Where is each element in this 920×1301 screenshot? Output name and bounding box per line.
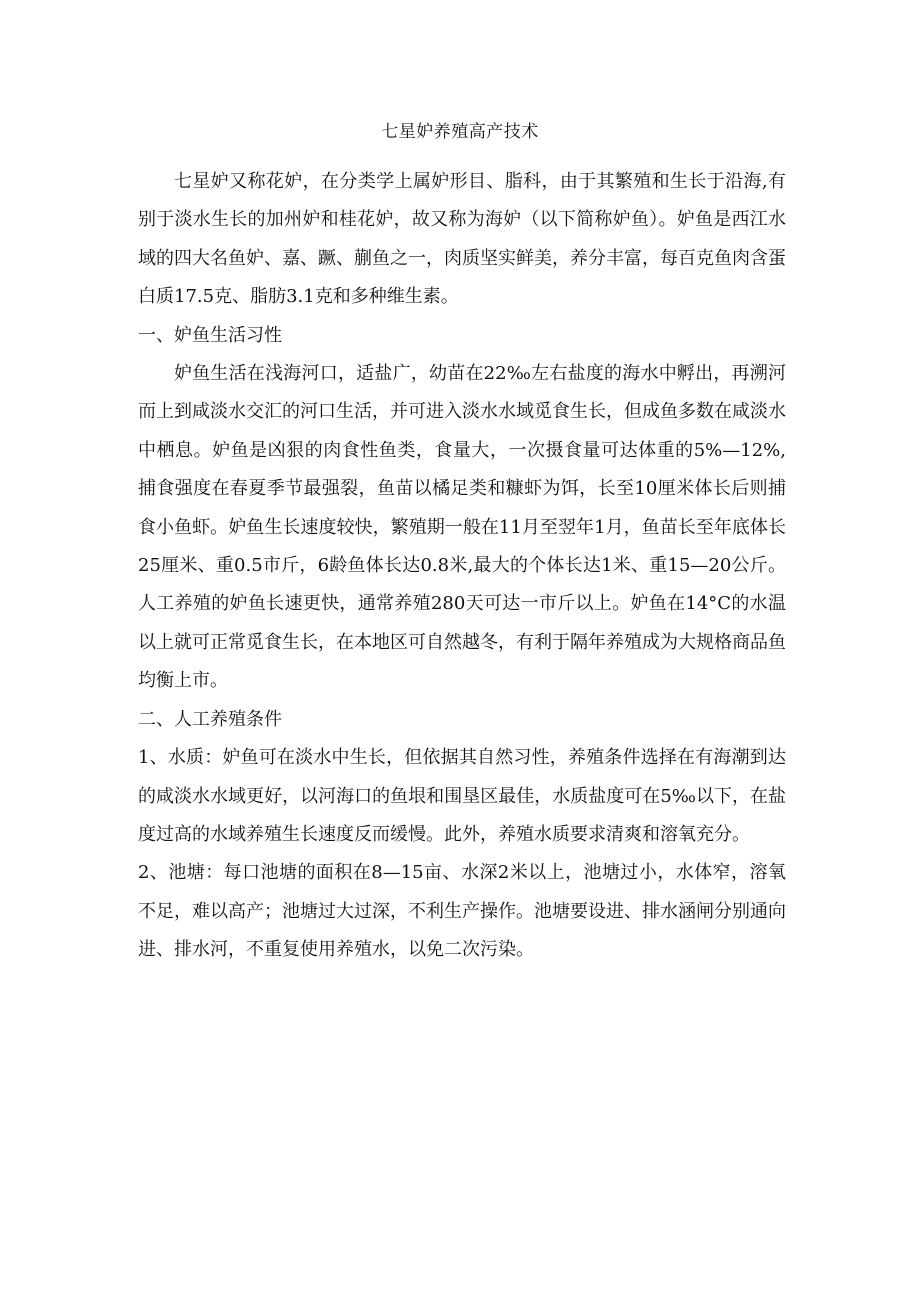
- paragraph-habits: 妒鱼生活在浅海河口，适盐广，幼苗在22‰左右盐度的海水中孵出，再溯河而上到咸淡水交汇的河口生活，并可进入淡水水域觅食生长，但成鱼多数在咸淡水中栖息。妒鱼是凶狠的肉食性鱼类，食量大，一次摄食量可达体重的5%—12%,捕食强度在春夏季节最强裂，鱼苗以橘足类和糠虾为饵，长至10厘米体长后则捕食小鱼虾。妒鱼生长速度较快，繁殖期一般在11月至翌年1月，鱼苗长至年底体长25厘米、重0.5市斤，6龄鱼体长达0.8米,最大的个体长达1米、重15—20公斤。人工养殖的妒鱼长速更快，通常养殖280天可达一市斤以上。妒鱼在14°C的水温以上就可正常觅食生长，在本地区可自然越冬，有利于隔年养殖成为大规格商品鱼均衡上市。: [138, 363, 786, 692]
- paragraph-water-quality: 1、水质：妒鱼可在淡水中生长，但依据其自然习性，养殖条件选择在有海潮到达的咸淡水水域更好，以河海口的鱼垠和围垦区最佳，水质盐度可在5‰以下，在盐度过高的水域养殖生长速度反而缓慢。此外，养殖水质要求清爽和溶氧充分。: [138, 747, 786, 845]
- section-heading-conditions: 二、人工养殖条件: [138, 708, 282, 730]
- paragraph-pond: 2、池塘：每口池塘的面积在8—15亩、水深2米以上，池塘过小，水体窄，溶氧不足，难以高产；池塘过大过深，不利生产操作。池塘要设进、排水涵闸分别通向进、排水河，不重复使用养殖水，以免二次污染。: [138, 862, 786, 961]
- paragraph-intro: 七星妒又称花妒，在分类学上属妒形目、脂科，由于其繁殖和生长于沿海,有别于淡水生长的加州妒和桂花妒，故又称为海妒（以下简称妒鱼）。妒鱼是西江水域的四大名鱼妒、嘉、蹶、蒯鱼之一，肉质坚实鲜美，养分丰富，每百克鱼肉含蛋白质17.5克、脂肪3.1克和多种维生素。: [138, 171, 786, 308]
- document-title: 七星妒养殖高产技术: [381, 122, 539, 142]
- document-body: [138, 163, 786, 970]
- section-heading-habits: 一、妒鱼生活习性: [138, 324, 282, 346]
